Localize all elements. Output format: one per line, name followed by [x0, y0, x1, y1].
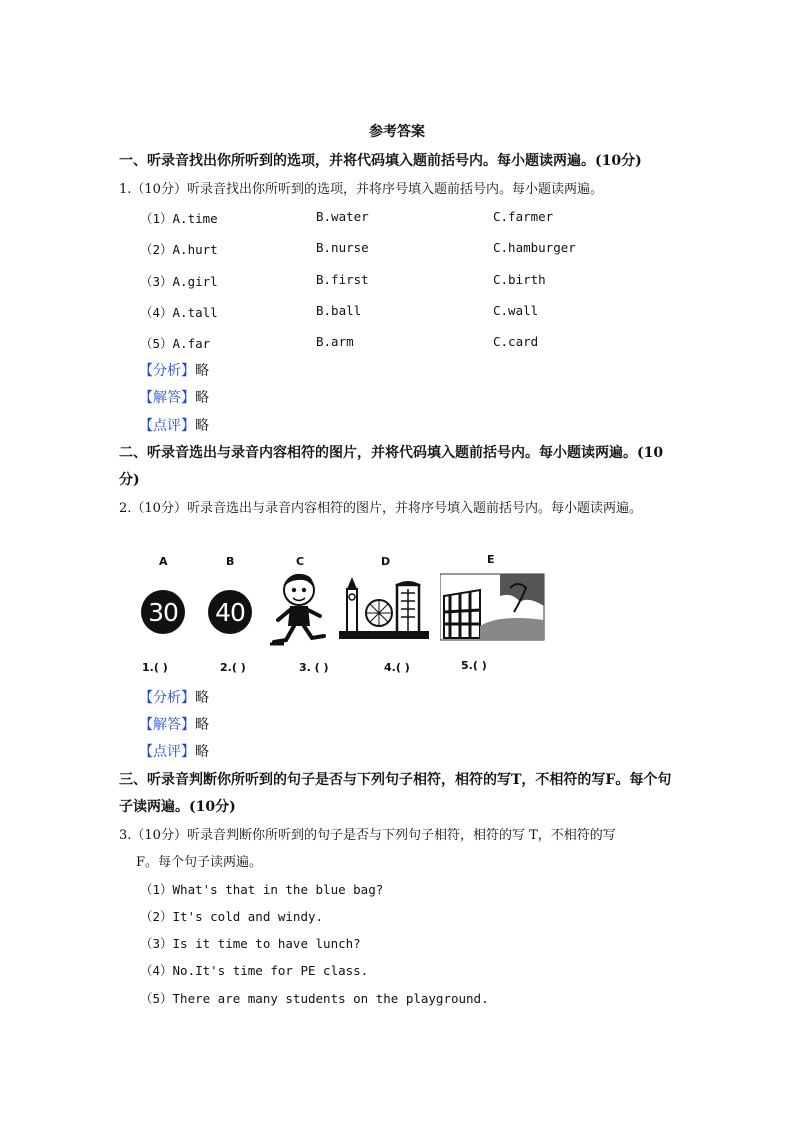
question-2: 2.（10分）听录音选出与录音内容相符的图片，并将序号填入题前括号内。每小题读两遍。	[119, 501, 642, 516]
option-a: （5）A.far	[140, 336, 211, 351]
answer-line: 【解答】略	[139, 390, 209, 406]
option-a: （3）A.girl	[140, 274, 218, 289]
running-boy-picture	[268, 570, 334, 650]
speed-sign-30-picture: 30	[141, 590, 185, 634]
speed-sign-40-picture: 40	[208, 590, 252, 634]
answer-blank-5: 5.( )	[461, 659, 487, 672]
beach-picture	[440, 566, 545, 642]
answer-blank-2: 2.( )	[220, 661, 246, 674]
sentence-item-4: （4）No.It's time for PE class.	[140, 963, 369, 978]
option-b: B.nurse	[316, 240, 369, 255]
option-b: B.first	[316, 272, 369, 287]
sentence-item-1: （1）What's that in the blue bag?	[140, 882, 384, 897]
option-b: B.water	[316, 209, 369, 224]
option-a: （1）A.time	[140, 211, 218, 226]
option-c: C.farmer	[493, 209, 554, 224]
option-c: C.birth	[493, 272, 546, 287]
section-1-heading: 一、听录音找出你所听到的选项，并将代码填入题前括号内。每小题读两遍。(10分)	[119, 153, 642, 169]
picture-label-c: C	[296, 555, 305, 568]
option-b: B.arm	[316, 334, 354, 349]
section-3-heading-line-1: 三、听录音判断你所听到的句子是否与下列句子相符，相符的写T，不相符的写F。每个句	[119, 772, 672, 788]
answer-blank-4: 4.( )	[384, 661, 410, 674]
page-title: 参考答案	[369, 124, 425, 140]
picture-label-b: B	[226, 555, 235, 568]
sentence-item-2: （2）It's cold and windy.	[140, 909, 324, 924]
picture-label-a: A	[159, 555, 168, 568]
analysis-line: 【分析】略	[139, 363, 209, 379]
picture-label-e: E	[487, 553, 495, 566]
section-3-heading-line-2: 子读两遍。(10分)	[119, 799, 236, 815]
option-a: （4）A.tall	[140, 305, 218, 320]
sentence-item-5: （5）There are many students on the playground.	[140, 991, 489, 1006]
comment-line: 【点评】略	[139, 744, 209, 760]
question-3-line-2: F。每个句子读两遍。	[136, 855, 263, 870]
answer-blank-1: 1.( )	[142, 661, 168, 674]
question-3-line-1: 3.（10分）听录音判断你所听到的句子是否与下列句子相符，相符的写 T，不相符的写	[119, 828, 616, 843]
option-c: C.hamburger	[493, 240, 576, 255]
analysis-line: 【分析】略	[139, 690, 209, 706]
option-c: C.wall	[493, 303, 539, 318]
sentence-item-3: （3）Is it time to have lunch?	[140, 936, 361, 951]
london-landmarks-picture	[337, 575, 431, 641]
option-c: C.card	[493, 334, 539, 349]
question-1: 1.（10分）听录音找出你所听到的选项，并将序号填入题前括号内。每小题读两遍。	[119, 182, 603, 197]
section-2-heading-line-2: 分)	[119, 472, 140, 488]
picture-label-d: D	[381, 555, 391, 568]
comment-line: 【点评】略	[139, 418, 209, 434]
section-2-heading-line-1: 二、听录音选出与录音内容相符的图片，并将代码填入题前括号内。每小题读两遍。(10	[119, 445, 664, 461]
answer-blank-3: 3. ( )	[299, 661, 329, 674]
answer-line: 【解答】略	[139, 717, 209, 733]
option-a: （2）A.hurt	[140, 242, 218, 257]
option-b: B.ball	[316, 303, 362, 318]
